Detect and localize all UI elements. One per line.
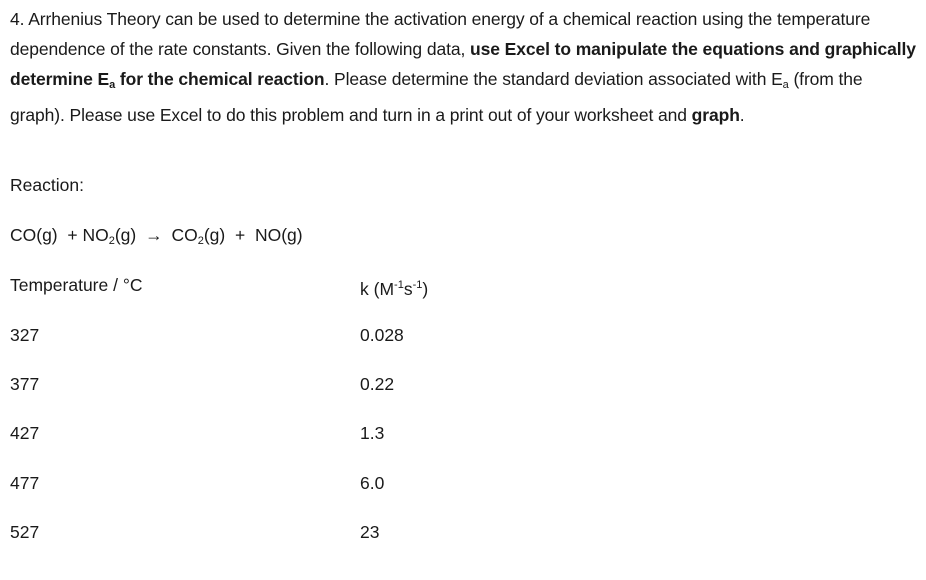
temp-cell: 527 <box>10 522 40 542</box>
problem-text-2: . Please determine the standard deviation associated with E <box>324 69 783 89</box>
reactant-no2-prefix: + NO <box>67 225 109 245</box>
reaction-label: Reaction: <box>10 175 84 195</box>
ea-subscript: a <box>109 79 116 91</box>
header-k-suffix: ) <box>422 279 429 299</box>
temp-cell: 377 <box>10 374 40 394</box>
reactant-co: CO(g) <box>10 225 58 245</box>
reactant-no2-end: (g) <box>114 225 137 245</box>
bold-instruction-end: for the chemical reaction <box>115 69 325 89</box>
problem-text-4: . <box>739 105 745 125</box>
header-k-sup2: -1 <box>412 279 423 291</box>
ea-subscript-2: a <box>782 79 789 91</box>
header-k-prefix: k (M <box>360 279 395 299</box>
product-co2-sub: 2 <box>197 235 204 247</box>
header-k-sup1: -1 <box>394 279 404 291</box>
temp-cell: 427 <box>10 423 40 443</box>
reaction-arrow: → <box>145 225 163 245</box>
header-k-mid: s <box>403 279 413 299</box>
problem-statement <box>10 4 920 130</box>
k-cell: 0.028 <box>360 325 404 345</box>
header-temperature: Temperature / °C <box>10 275 143 295</box>
product-no: NO(g) <box>254 225 303 245</box>
document-page <box>10 4 920 542</box>
problem-text-3: (from the graph). Please use Excel to do this problem and turn in a print out of your worksheet and <box>10 69 863 125</box>
product-co2: CO <box>171 225 198 245</box>
bold-instruction-text: use Excel to manipulate the equations and graphically determine E <box>10 39 916 89</box>
problem-number: 4. <box>10 9 25 29</box>
k-cell: 6.0 <box>360 473 385 493</box>
product-co2-end: (g) <box>203 225 226 245</box>
temp-cell: 477 <box>10 473 40 493</box>
k-cell: 0.22 <box>360 374 395 394</box>
k-cell: 1.3 <box>360 423 385 443</box>
header-rate-constant <box>360 272 428 302</box>
problem-text-1: Arrhenius Theory can be used to determine the activation energy of a chemical reaction using the temperature dependence of the rate constants. Given the following data, <box>10 9 871 59</box>
reaction-equation <box>10 222 303 254</box>
k-cell: 23 <box>360 522 380 542</box>
temp-cell: 327 <box>10 325 40 345</box>
product-plus: + <box>234 225 246 245</box>
problem-bold-graph: graph <box>691 105 740 125</box>
reactant-no2-sub: 2 <box>108 235 115 247</box>
